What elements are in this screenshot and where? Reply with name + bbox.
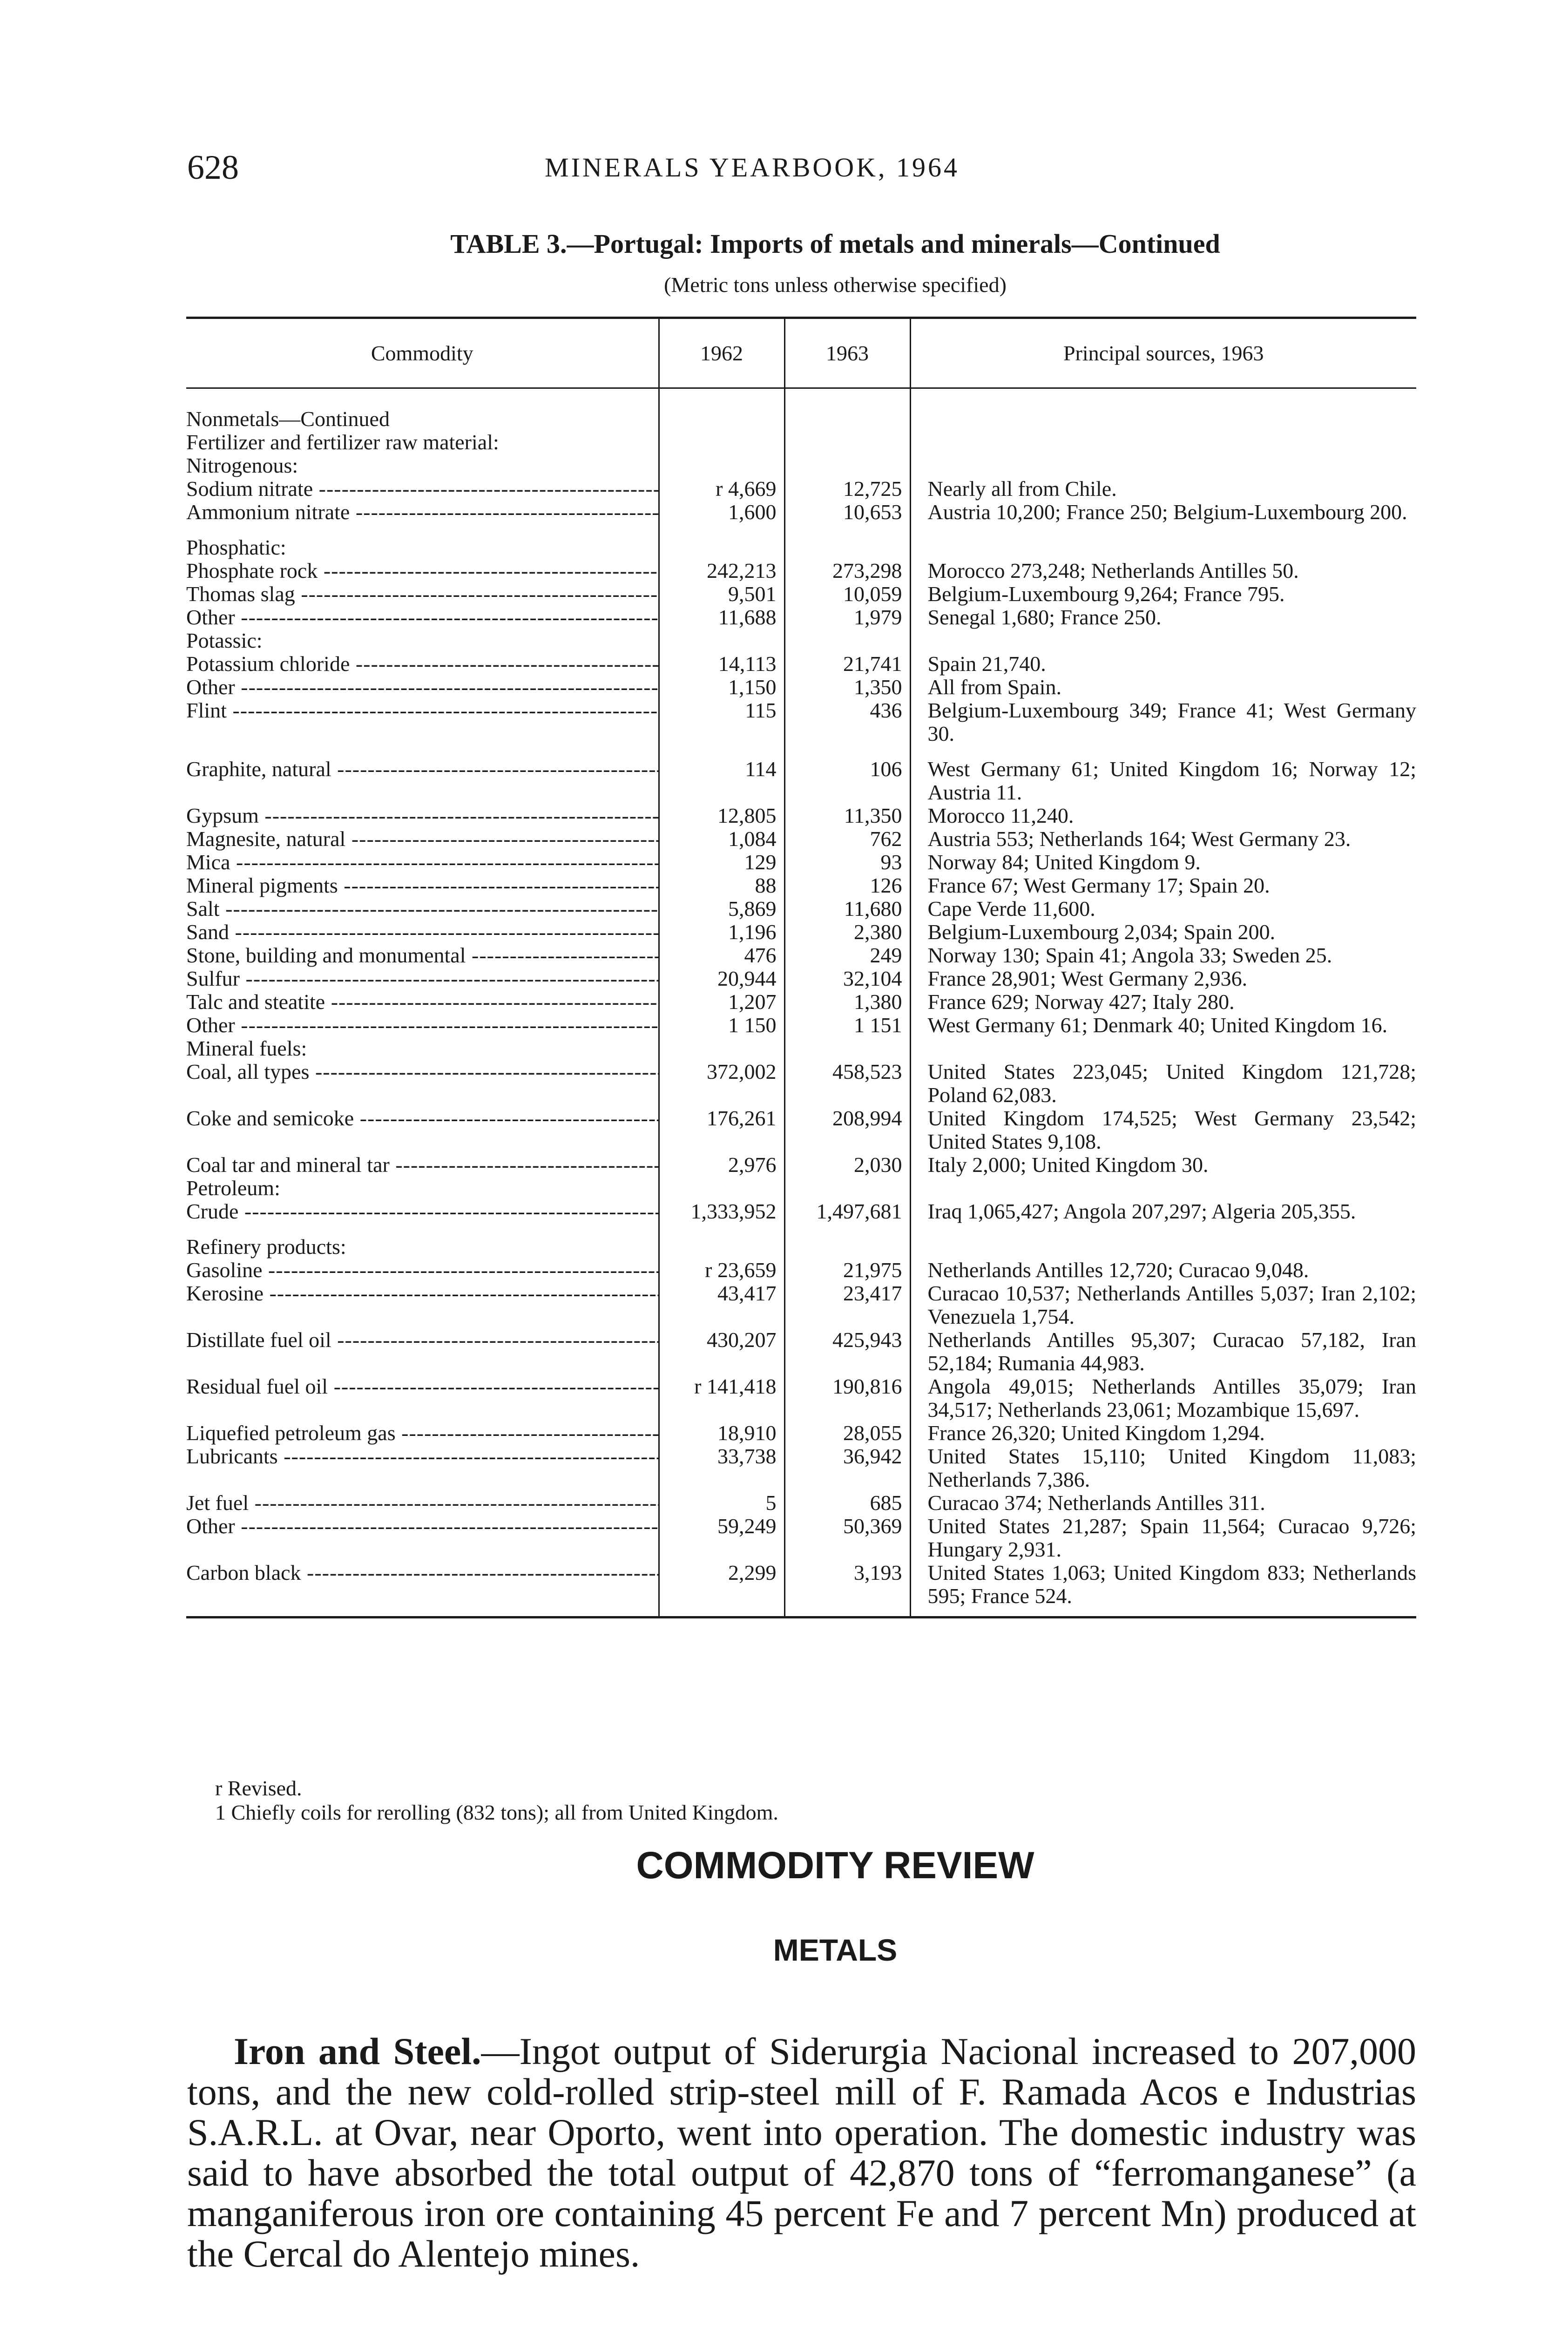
value-1962: 2,299	[659, 1561, 784, 1617]
table-row	[186, 1107, 1416, 1153]
commodity-label: Phosphate rock -----	[186, 559, 659, 582]
subsection-heading: METALS	[773, 1933, 898, 1967]
table-row	[186, 827, 1416, 851]
imports-table	[186, 317, 1416, 1618]
commodity-cell	[186, 1515, 659, 1561]
value-1962: 1 150	[659, 1014, 784, 1037]
value-1963: 126	[784, 874, 910, 897]
value-1963: 32,104	[784, 967, 910, 990]
value-1963: 93	[784, 851, 910, 874]
commodity-label: Carbon black -----	[186, 1561, 659, 1584]
commodity-label: Flint -----	[186, 699, 659, 722]
table-row	[186, 1153, 1416, 1177]
value-1962	[659, 536, 784, 559]
commodity-label: Lubricants -----	[186, 1445, 659, 1468]
table-row	[186, 944, 1416, 967]
sources-cell: Curacao 10,537; Netherlands Antilles 5,037; Iran 2,102; Venezuela 1,754.	[927, 1281, 1416, 1328]
value-1962	[659, 629, 784, 652]
value-1962: 129	[659, 851, 784, 874]
value-1963: 249	[784, 944, 910, 967]
commodity-cell	[186, 501, 659, 524]
table-row	[186, 804, 1416, 827]
footnotes	[215, 1776, 778, 1825]
commodity-label: Phosphatic:	[186, 536, 286, 559]
table-row	[186, 699, 1416, 745]
commodity-cell	[186, 1282, 659, 1328]
table-row	[186, 1515, 1416, 1561]
value-1962: 1,084	[659, 827, 784, 851]
commodity-cell	[186, 1060, 659, 1107]
commodity-cell	[186, 1037, 659, 1060]
table-row	[186, 501, 1416, 524]
table-row	[186, 920, 1416, 944]
table-row	[186, 1445, 1416, 1491]
commodity-cell	[186, 851, 659, 874]
row-spacer	[186, 745, 1416, 758]
sources-cell: Spain 21,740.	[927, 652, 1046, 676]
table-row	[186, 1259, 1416, 1282]
sources-cell: Netherlands Antilles 12,720; Curacao 9,048.	[927, 1258, 1309, 1282]
value-1963: 436	[784, 699, 910, 745]
row-spacer	[186, 1223, 1416, 1235]
commodity-label: Mineral fuels:	[186, 1037, 307, 1060]
commodity-label: Petroleum:	[186, 1177, 280, 1200]
page-number: 628	[187, 149, 239, 187]
commodity-label: Coal, all types -----	[186, 1060, 659, 1083]
value-1962: 242,213	[659, 559, 784, 582]
commodity-cell	[186, 454, 659, 477]
run-in-heading: Iron and Steel.	[234, 2030, 481, 2072]
table-row	[186, 990, 1416, 1014]
sources-cell: Senegal 1,680; France 250.	[927, 605, 1162, 629]
table-row	[186, 758, 1416, 804]
commodity-cell	[186, 676, 659, 699]
value-1963: 1,350	[784, 676, 910, 699]
value-1962: 372,002	[659, 1060, 784, 1107]
table-row	[186, 1491, 1416, 1515]
commodity-label: Graphite, natural -----	[186, 758, 659, 781]
commodity-label: Jet fuel -----	[186, 1491, 659, 1515]
value-1962: 5	[659, 1491, 784, 1515]
table-row	[186, 536, 1416, 559]
commodity-cell	[186, 536, 659, 559]
commodity-label: Mica -----	[186, 851, 659, 874]
value-1962: 9,501	[659, 582, 784, 606]
commodity-cell	[186, 967, 659, 990]
value-1963: 425,943	[784, 1328, 910, 1375]
value-1962: 115	[659, 699, 784, 745]
value-1962: 1,600	[659, 501, 784, 524]
value-1963	[784, 1037, 910, 1060]
commodity-label: Coke and semicoke -----	[186, 1107, 659, 1130]
value-1962: 14,113	[659, 652, 784, 676]
table-row	[186, 477, 1416, 501]
sources-cell: France 26,320; United Kingdom 1,294.	[927, 1421, 1265, 1445]
sources-cell	[910, 1177, 1416, 1200]
sources-cell: Belgium-Luxembourg 2,034; Spain 200.	[927, 920, 1276, 944]
value-1963	[784, 431, 910, 454]
commodity-cell	[186, 897, 659, 920]
table-row	[186, 851, 1416, 874]
value-1963	[784, 629, 910, 652]
sources-cell: Angola 49,015; Netherlands Antilles 35,079; Iran 34,517; Netherlands 23,061; Mozambique 15,697.	[927, 1374, 1416, 1421]
table-row	[186, 388, 1416, 431]
commodity-cell	[186, 944, 659, 967]
value-1963: 106	[784, 758, 910, 804]
sources-cell: United Kingdom 174,525; West Germany 23,542; United States 9,108.	[927, 1106, 1416, 1153]
value-1962: 430,207	[659, 1328, 784, 1375]
sources-cell: West Germany 61; United Kingdom 16; Norway 12; Austria 11.	[927, 757, 1416, 804]
sources-cell: All from Spain.	[927, 675, 1061, 699]
sources-cell: United States 1,063; United Kingdom 833; Netherlands 595; France 524.	[910, 1561, 1416, 1617]
commodity-label: Magnesite, natural -----	[186, 827, 659, 851]
commodity-label: Coal tar and mineral tar -----	[186, 1153, 659, 1177]
section-heading: COMMODITY REVIEW	[636, 1844, 1034, 1887]
value-1962: r 4,669	[659, 477, 784, 501]
commodity-cell	[186, 1375, 659, 1421]
value-1962: 1,333,952	[659, 1200, 784, 1223]
commodity-cell	[186, 990, 659, 1014]
table-row	[186, 897, 1416, 920]
table-row	[186, 1561, 1416, 1617]
sources-cell: Morocco 273,248; Netherlands Antilles 50.	[927, 559, 1299, 582]
value-1963: 458,523	[784, 1060, 910, 1107]
value-1962	[659, 1235, 784, 1259]
value-1963: 273,298	[784, 559, 910, 582]
value-1962: 11,688	[659, 606, 784, 629]
value-1962: 176,261	[659, 1107, 784, 1153]
commodity-cell	[186, 1235, 659, 1259]
sources-cell: United States 15,110; United Kingdom 11,083; Netherlands 7,386.	[927, 1444, 1416, 1491]
sources-cell: France 67; West Germany 17; Spain 20.	[927, 873, 1270, 897]
table-row	[186, 1328, 1416, 1375]
value-1963	[784, 388, 910, 431]
value-1963	[784, 536, 910, 559]
value-1962	[659, 454, 784, 477]
value-1963: 3,193	[784, 1561, 910, 1617]
value-1962: 33,738	[659, 1445, 784, 1491]
commodity-cell	[186, 874, 659, 897]
sources-cell: France 28,901; West Germany 2,936.	[927, 967, 1248, 990]
commodity-label: Potassic:	[186, 629, 263, 652]
row-spacer	[186, 524, 1416, 536]
commodity-cell	[186, 477, 659, 501]
table-row	[186, 1421, 1416, 1445]
value-1963: 1,380	[784, 990, 910, 1014]
table-title: TABLE 3.—Portugal: Imports of metals and minerals—Continued	[450, 229, 1220, 259]
commodity-cell	[186, 1445, 659, 1491]
value-1963: 11,350	[784, 804, 910, 827]
value-1962: 1,150	[659, 676, 784, 699]
value-1963: 1,979	[784, 606, 910, 629]
sources-cell: Morocco 11,240.	[927, 804, 1074, 827]
commodity-label: Other -----	[186, 676, 659, 699]
commodity-cell	[186, 758, 659, 804]
commodity-label: Nitrogenous:	[186, 454, 298, 477]
sources-cell	[910, 629, 1416, 652]
commodity-label: Nonmetals—Continued	[186, 407, 390, 431]
footnote-revised: r Revised.	[215, 1776, 302, 1800]
commodity-label: Ammonium nitrate -----	[186, 501, 659, 524]
value-1963: 28,055	[784, 1421, 910, 1445]
sources-cell: West Germany 61; Denmark 40; United Kingdom 16.	[927, 1013, 1388, 1037]
value-1962: 5,869	[659, 897, 784, 920]
commodity-label: Salt -----	[186, 897, 659, 920]
value-1962: 59,249	[659, 1515, 784, 1561]
sources-cell: Belgium-Luxembourg 9,264; France 795.	[927, 582, 1285, 606]
commodity-label: Potassium chloride -----	[186, 652, 659, 676]
value-1963: 1 151	[784, 1014, 910, 1037]
sources-cell: Austria 553; Netherlands 164; West Germany 23.	[927, 827, 1351, 851]
value-1963: 23,417	[784, 1282, 910, 1328]
value-1963: 2,380	[784, 920, 910, 944]
value-1962: 88	[659, 874, 784, 897]
commodity-cell	[186, 388, 659, 431]
commodity-label: Residual fuel oil -----	[186, 1375, 659, 1398]
header-commodity: Commodity	[186, 318, 659, 388]
value-1962	[659, 388, 784, 431]
table-row	[186, 874, 1416, 897]
value-1962: 1,196	[659, 920, 784, 944]
sources-cell: Austria 10,200; France 250; Belgium-Luxembourg 200.	[927, 500, 1407, 524]
sources-cell	[910, 454, 1416, 477]
table-row	[186, 967, 1416, 990]
value-1962	[659, 1177, 784, 1200]
value-1963: 208,994	[784, 1107, 910, 1153]
table-header-row	[186, 318, 1416, 388]
commodity-label: Sodium nitrate -----	[186, 477, 659, 501]
value-1962: r 23,659	[659, 1259, 784, 1282]
table-row	[186, 1177, 1416, 1200]
table-row	[186, 652, 1416, 676]
sources-cell	[910, 1235, 1416, 1259]
header-1962: 1962	[659, 318, 784, 388]
table-row	[186, 1375, 1416, 1421]
value-1963: 10,653	[784, 501, 910, 524]
commodity-label: Sand -----	[186, 920, 659, 944]
value-1962: 43,417	[659, 1282, 784, 1328]
value-1963: 10,059	[784, 582, 910, 606]
value-1963: 21,975	[784, 1259, 910, 1282]
sources-cell: United States 223,045; United Kingdom 121,728; Poland 62,083.	[927, 1060, 1416, 1107]
value-1962: 114	[659, 758, 784, 804]
commodity-cell	[186, 1421, 659, 1445]
value-1963: 685	[784, 1491, 910, 1515]
commodity-label: Sulfur -----	[186, 967, 659, 990]
sources-cell	[910, 536, 1416, 559]
commodity-cell	[186, 827, 659, 851]
value-1963	[784, 1235, 910, 1259]
sources-cell	[910, 431, 1416, 454]
commodity-cell	[186, 1328, 659, 1375]
commodity-cell	[186, 559, 659, 582]
commodity-cell	[186, 652, 659, 676]
table-row	[186, 1282, 1416, 1328]
value-1962: 2,976	[659, 1153, 784, 1177]
commodity-cell	[186, 699, 659, 745]
table-row	[186, 431, 1416, 454]
commodity-label: Other -----	[186, 1515, 659, 1538]
sources-cell: United States 21,287; Spain 11,564; Curacao 9,726; Hungary 2,931.	[927, 1514, 1416, 1561]
value-1963: 50,369	[784, 1515, 910, 1561]
sources-cell	[910, 1037, 1416, 1060]
commodity-label: Talc and steatite -----	[186, 990, 659, 1014]
value-1962: 12,805	[659, 804, 784, 827]
table-subtitle: (Metric tons unless otherwise specified)	[664, 273, 1007, 297]
table-row	[186, 1014, 1416, 1037]
sources-cell	[910, 388, 1416, 431]
commodity-label: Refinery products:	[186, 1235, 346, 1259]
value-1963: 190,816	[784, 1375, 910, 1421]
commodity-label: Crude -----	[186, 1200, 659, 1223]
table-row	[186, 1037, 1416, 1060]
commodity-cell	[186, 1561, 659, 1617]
commodity-label: Distillate fuel oil -----	[186, 1328, 659, 1352]
value-1963: 11,680	[784, 897, 910, 920]
sources-cell: Curacao 374; Netherlands Antilles 311.	[927, 1491, 1265, 1515]
commodity-cell	[186, 1107, 659, 1153]
value-1962: 1,207	[659, 990, 784, 1014]
sources-cell: Nearly all from Chile.	[927, 477, 1117, 501]
value-1962	[659, 431, 784, 454]
table-row	[186, 454, 1416, 477]
sources-cell: France 629; Norway 427; Italy 280.	[927, 990, 1235, 1014]
table-row	[186, 582, 1416, 606]
value-1962: 476	[659, 944, 784, 967]
commodity-label: Fertilizer and fertilizer raw material:	[186, 431, 499, 454]
value-1962	[659, 1037, 784, 1060]
value-1963: 12,725	[784, 477, 910, 501]
table-row	[186, 559, 1416, 582]
commodity-cell	[186, 431, 659, 454]
commodity-cell	[186, 1491, 659, 1515]
commodity-cell	[186, 1177, 659, 1200]
sources-cell: Belgium-Luxembourg 349; France 41; West Germany 30.	[927, 698, 1416, 745]
commodity-label: Gasoline -----	[186, 1259, 659, 1282]
commodity-cell	[186, 804, 659, 827]
sources-cell: Cape Verde 11,600.	[927, 897, 1095, 920]
commodity-cell	[186, 1200, 659, 1223]
commodity-label: Mineral pigments -----	[186, 874, 659, 897]
value-1963	[784, 1177, 910, 1200]
sources-cell: Iraq 1,065,427; Angola 207,297; Algeria 205,355.	[927, 1199, 1356, 1223]
commodity-label: Liquefied petroleum gas -----	[186, 1421, 659, 1445]
body-paragraph	[187, 2031, 1416, 2274]
commodity-label: Thomas slag -----	[186, 582, 659, 606]
commodity-label: Kerosine -----	[186, 1282, 659, 1305]
table-row	[186, 1200, 1416, 1223]
footnote-1: 1 Chiefly coils for rerolling (832 tons); all from United Kingdom.	[215, 1800, 778, 1824]
commodity-cell	[186, 582, 659, 606]
commodity-cell	[186, 1259, 659, 1282]
commodity-cell	[186, 606, 659, 629]
paragraph-text: —Ingot output of Siderurgia Nacional increased to 207,000 tons, and the new cold-rolled strip-steel mill of F. Ramada Acos e Industrias S.A.R.L. at Ovar, near Oporto, went into operation. The domestic industry was said to have absorbed the total output of 42,870 tons of “ferromanganese” (a manganiferous iron ore containing 45 percent Fe and 7 percent Mn) produced at the Cercal do Alentejo mines.	[187, 2030, 1416, 2275]
table-body	[186, 388, 1416, 1617]
value-1963: 21,741	[784, 652, 910, 676]
commodity-cell	[186, 629, 659, 652]
header-1963: 1963	[784, 318, 910, 388]
table-row	[186, 606, 1416, 629]
value-1962: 20,944	[659, 967, 784, 990]
commodity-label: Other -----	[186, 1014, 659, 1037]
header-sources: Principal sources, 1963	[910, 318, 1416, 388]
table-row	[186, 1060, 1416, 1107]
table-row	[186, 676, 1416, 699]
value-1963: 1,497,681	[784, 1200, 910, 1223]
commodity-label: Gypsum -----	[186, 804, 659, 827]
table-row	[186, 629, 1416, 652]
value-1963	[784, 454, 910, 477]
sources-cell: Italy 2,000; United Kingdom 30.	[927, 1153, 1209, 1177]
value-1963: 762	[784, 827, 910, 851]
sources-cell: Norway 84; United Kingdom 9.	[927, 850, 1201, 874]
commodity-label: Other -----	[186, 606, 659, 629]
value-1963: 36,942	[784, 1445, 910, 1491]
value-1962: 18,910	[659, 1421, 784, 1445]
value-1963: 2,030	[784, 1153, 910, 1177]
value-1962: r 141,418	[659, 1375, 784, 1421]
commodity-cell	[186, 1153, 659, 1177]
running-header: MINERALS YEARBOOK, 1964	[545, 152, 960, 183]
commodity-label: Stone, building and monumental -----	[186, 944, 659, 967]
commodity-cell	[186, 1014, 659, 1037]
sources-cell: Norway 130; Spain 41; Angola 33; Sweden 25.	[927, 943, 1332, 967]
commodity-cell	[186, 920, 659, 944]
sources-cell: Netherlands Antilles 95,307; Curacao 57,182, Iran 52,184; Rumania 44,983.	[927, 1328, 1416, 1375]
table-row	[186, 1235, 1416, 1259]
